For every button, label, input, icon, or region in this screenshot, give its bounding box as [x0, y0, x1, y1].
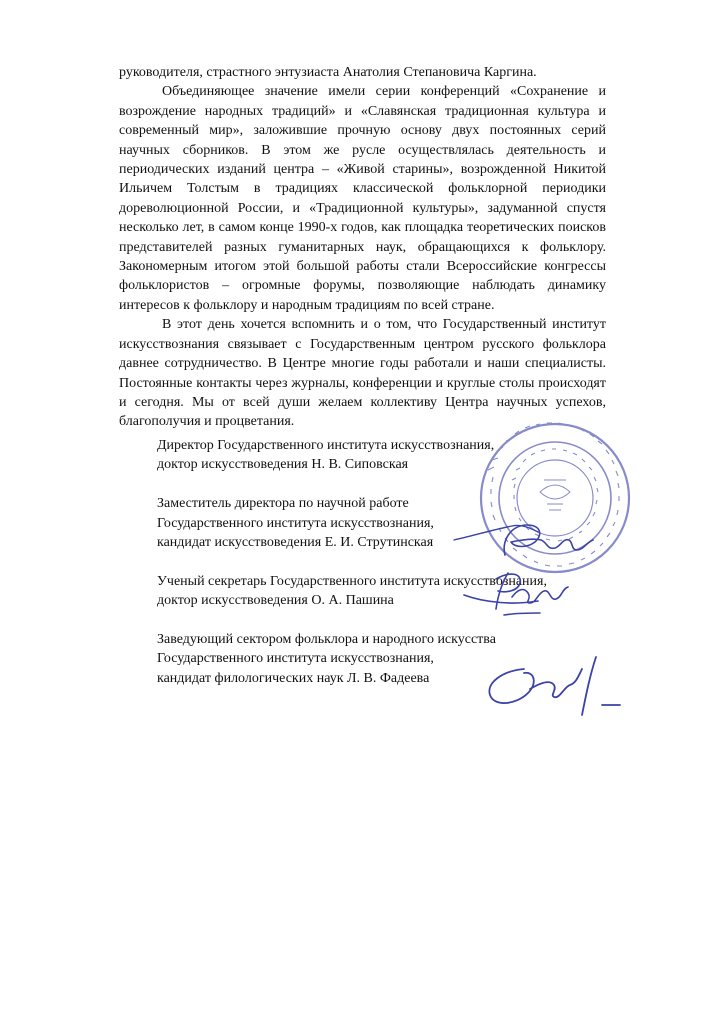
signature-name: кандидат искусствоведения Е. И. Струтинская [157, 535, 434, 551]
paragraph-wishes: В этот день хочется вспомнить и о том, что Государственный институт искусствознания связывает с Государственным центром русского фольклора давнее сотрудничество. В Центре многие годы работали и наши специалисты. Постоянные контакты через журналы, конференции и круглые столы происходят и сегодня. Мы от всей души желаем коллективу Центра научных успехов, благополучия и процветания. [119, 317, 606, 430]
paragraph-continuation: руководителя, страстного энтузиаста Анатолия Степановича Каргина. [119, 65, 537, 80]
signature-name: кандидат филологических наук Л. В. Фадеева [157, 670, 430, 686]
signature-title: Директор Государственного института искусствознания, [157, 438, 495, 453]
signature-block-scientific-secretary [157, 572, 577, 611]
signature-block-director [157, 436, 577, 475]
signature-block-deputy-director [157, 494, 577, 552]
signature-list [157, 436, 577, 708]
signature-title: Заведующий сектором фольклора и народного искусства [157, 632, 496, 648]
paragraph-conferences: Объединяющее значение имели серии конференций «Сохранение и возрождение народных традиций» и «Славянская традиционная культура и современный мир», заложившие прочную основу двух постоянных серий научных сборников. В этом же русле осуществлялась деятельность и периодических изданий центра – «Живой старины», возрожденной Никитой Ильичем Толстым в традициях классической фольклорной периодики дореволюционной России, и «Традиционной культуры», задуманной спустя несколько лет, в самом конце 1990-х годов, как площадка теоретических поисков представителей разных гуманитарных наук, обращающихся к фольклору. Закономерным итогом этой большой работы стали Всероссийские конгрессы фольклористов – огромные форумы, позволяющие наблюдать динамику интересов к фольклору и народным традициям по всей стране. [119, 84, 606, 313]
signature-block-folklore-sector-head [157, 630, 577, 688]
signature-institution: Государственного института искусствознания, [157, 515, 434, 531]
signature-institution: Государственного института искусствознания, [157, 651, 434, 667]
signature-title: Заместитель директора по научной работе [157, 496, 409, 512]
signature-name: доктор искусствоведения О. А. Пашина [157, 593, 394, 609]
signature-name: доктор искусствоведения Н. В. Сиповская [157, 457, 409, 473]
signature-title: Ученый секретарь Государственного института искусствознания, [157, 573, 547, 589]
letter-body [119, 63, 606, 432]
